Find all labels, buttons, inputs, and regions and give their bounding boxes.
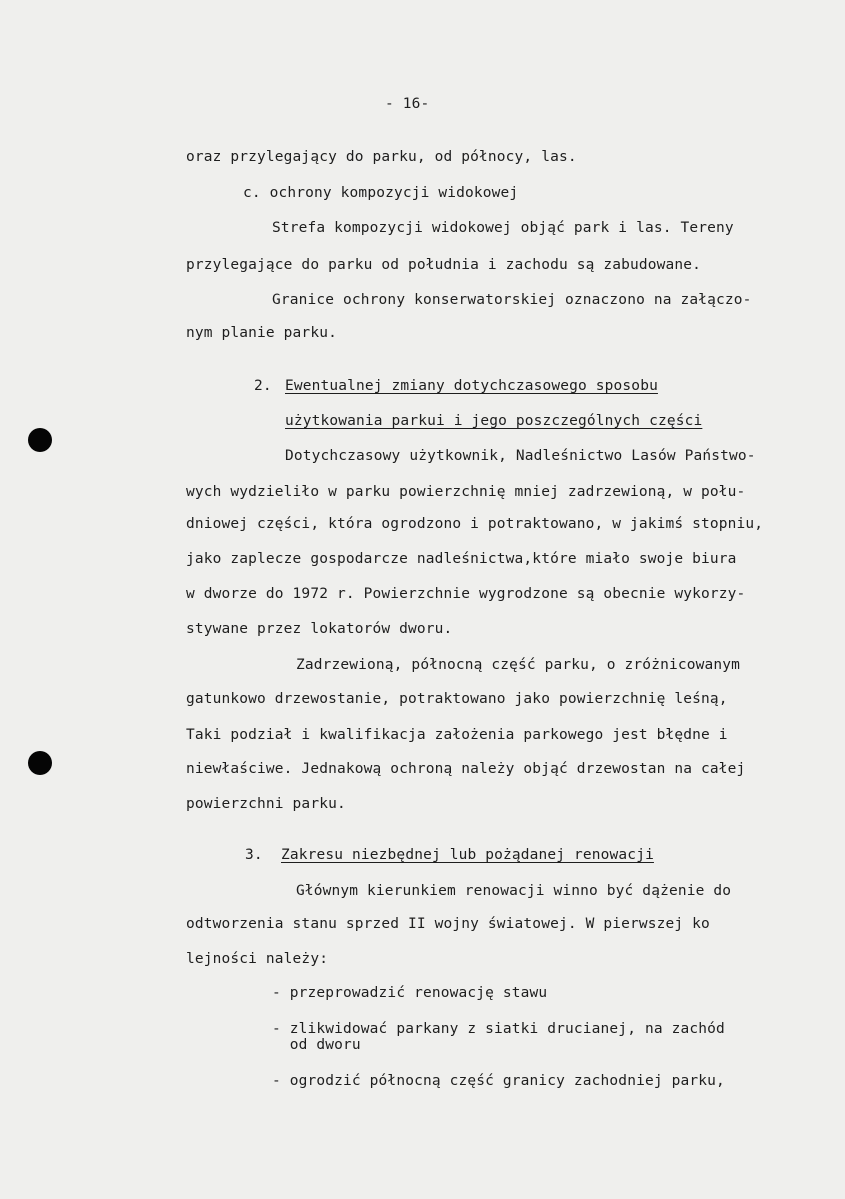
text-line: niewłaściwe. Jednakową ochroną należy objąć drzewostan na całej: [186, 761, 746, 777]
text-line: powierzchni parku.: [186, 796, 346, 812]
section-2-number: 2.: [254, 378, 272, 394]
section-3-number: 3.: [245, 847, 263, 863]
text-line: lejności należy:: [186, 951, 329, 967]
list-item: - przeprowadzić renowację stawu: [272, 985, 548, 1001]
text-line: oraz przylegający do parku, od północy, las.: [186, 149, 577, 165]
section-3-heading: Zakresu niezbędnej lub pożądanej renowacji: [281, 847, 654, 863]
list-item: - zlikwidować parkany z siatki drucianej, na zachód: [272, 1021, 725, 1037]
text-line: jako zaplecze gospodarcze nadleśnictwa,które miało swoje biura: [186, 551, 737, 567]
text-line: w dworze do 1972 r. Powierzchnie wygrodzone są obecnie wykorzy-: [186, 586, 746, 602]
text-line: Zadrzewioną, północną część parku, o zróżnicowanym: [296, 657, 740, 673]
subsection-heading: c. ochrony kompozycji widokowej: [243, 185, 519, 201]
text-line: Głównym kierunkiem renowacji winno być dążenie do: [296, 883, 732, 899]
list-item-continuation: od dworu: [272, 1037, 361, 1053]
punch-hole-bottom: [28, 751, 52, 775]
text-line: stywane przez lokatorów dworu.: [186, 621, 453, 637]
section-2-heading-line-2: użytkowania parkui i jego poszczególnych części: [285, 413, 703, 429]
text-line: Dotychczasowy użytkownik, Nadleśnictwo Lasów Państwo-: [285, 448, 756, 464]
text-line: odtworzenia stanu sprzed II wojny światowej. W pierwszej ko: [186, 916, 710, 932]
page-number: - 16-: [385, 96, 430, 112]
text-line: Strefa kompozycji widokowej objąć park i las. Tereny: [272, 220, 734, 236]
text-line: gatunkowo drzewostanie, potraktowano jako powierzchnię leśną,: [186, 691, 728, 707]
text-line: dniowej części, która ogrodzono i potraktowano, w jakimś stopniu,: [186, 516, 764, 532]
text-line: Granice ochrony konserwatorskiej oznaczono na załączo-: [272, 292, 752, 308]
section-2-heading-line-1: Ewentualnej zmiany dotychczasowego sposobu: [285, 378, 658, 394]
text-line: wych wydzieliło w parku powierzchnię mniej zadrzewioną, w połu-: [186, 484, 746, 500]
text-line: Taki podział i kwalifikacja założenia parkowego jest błędne i: [186, 727, 728, 743]
list-item: - ogrodzić północną część granicy zachodniej parku,: [272, 1073, 725, 1089]
text-line: przylegające do parku od południa i zachodu są zabudowane.: [186, 257, 702, 273]
punch-hole-top: [28, 428, 52, 452]
text-line: nym planie parku.: [186, 325, 337, 341]
